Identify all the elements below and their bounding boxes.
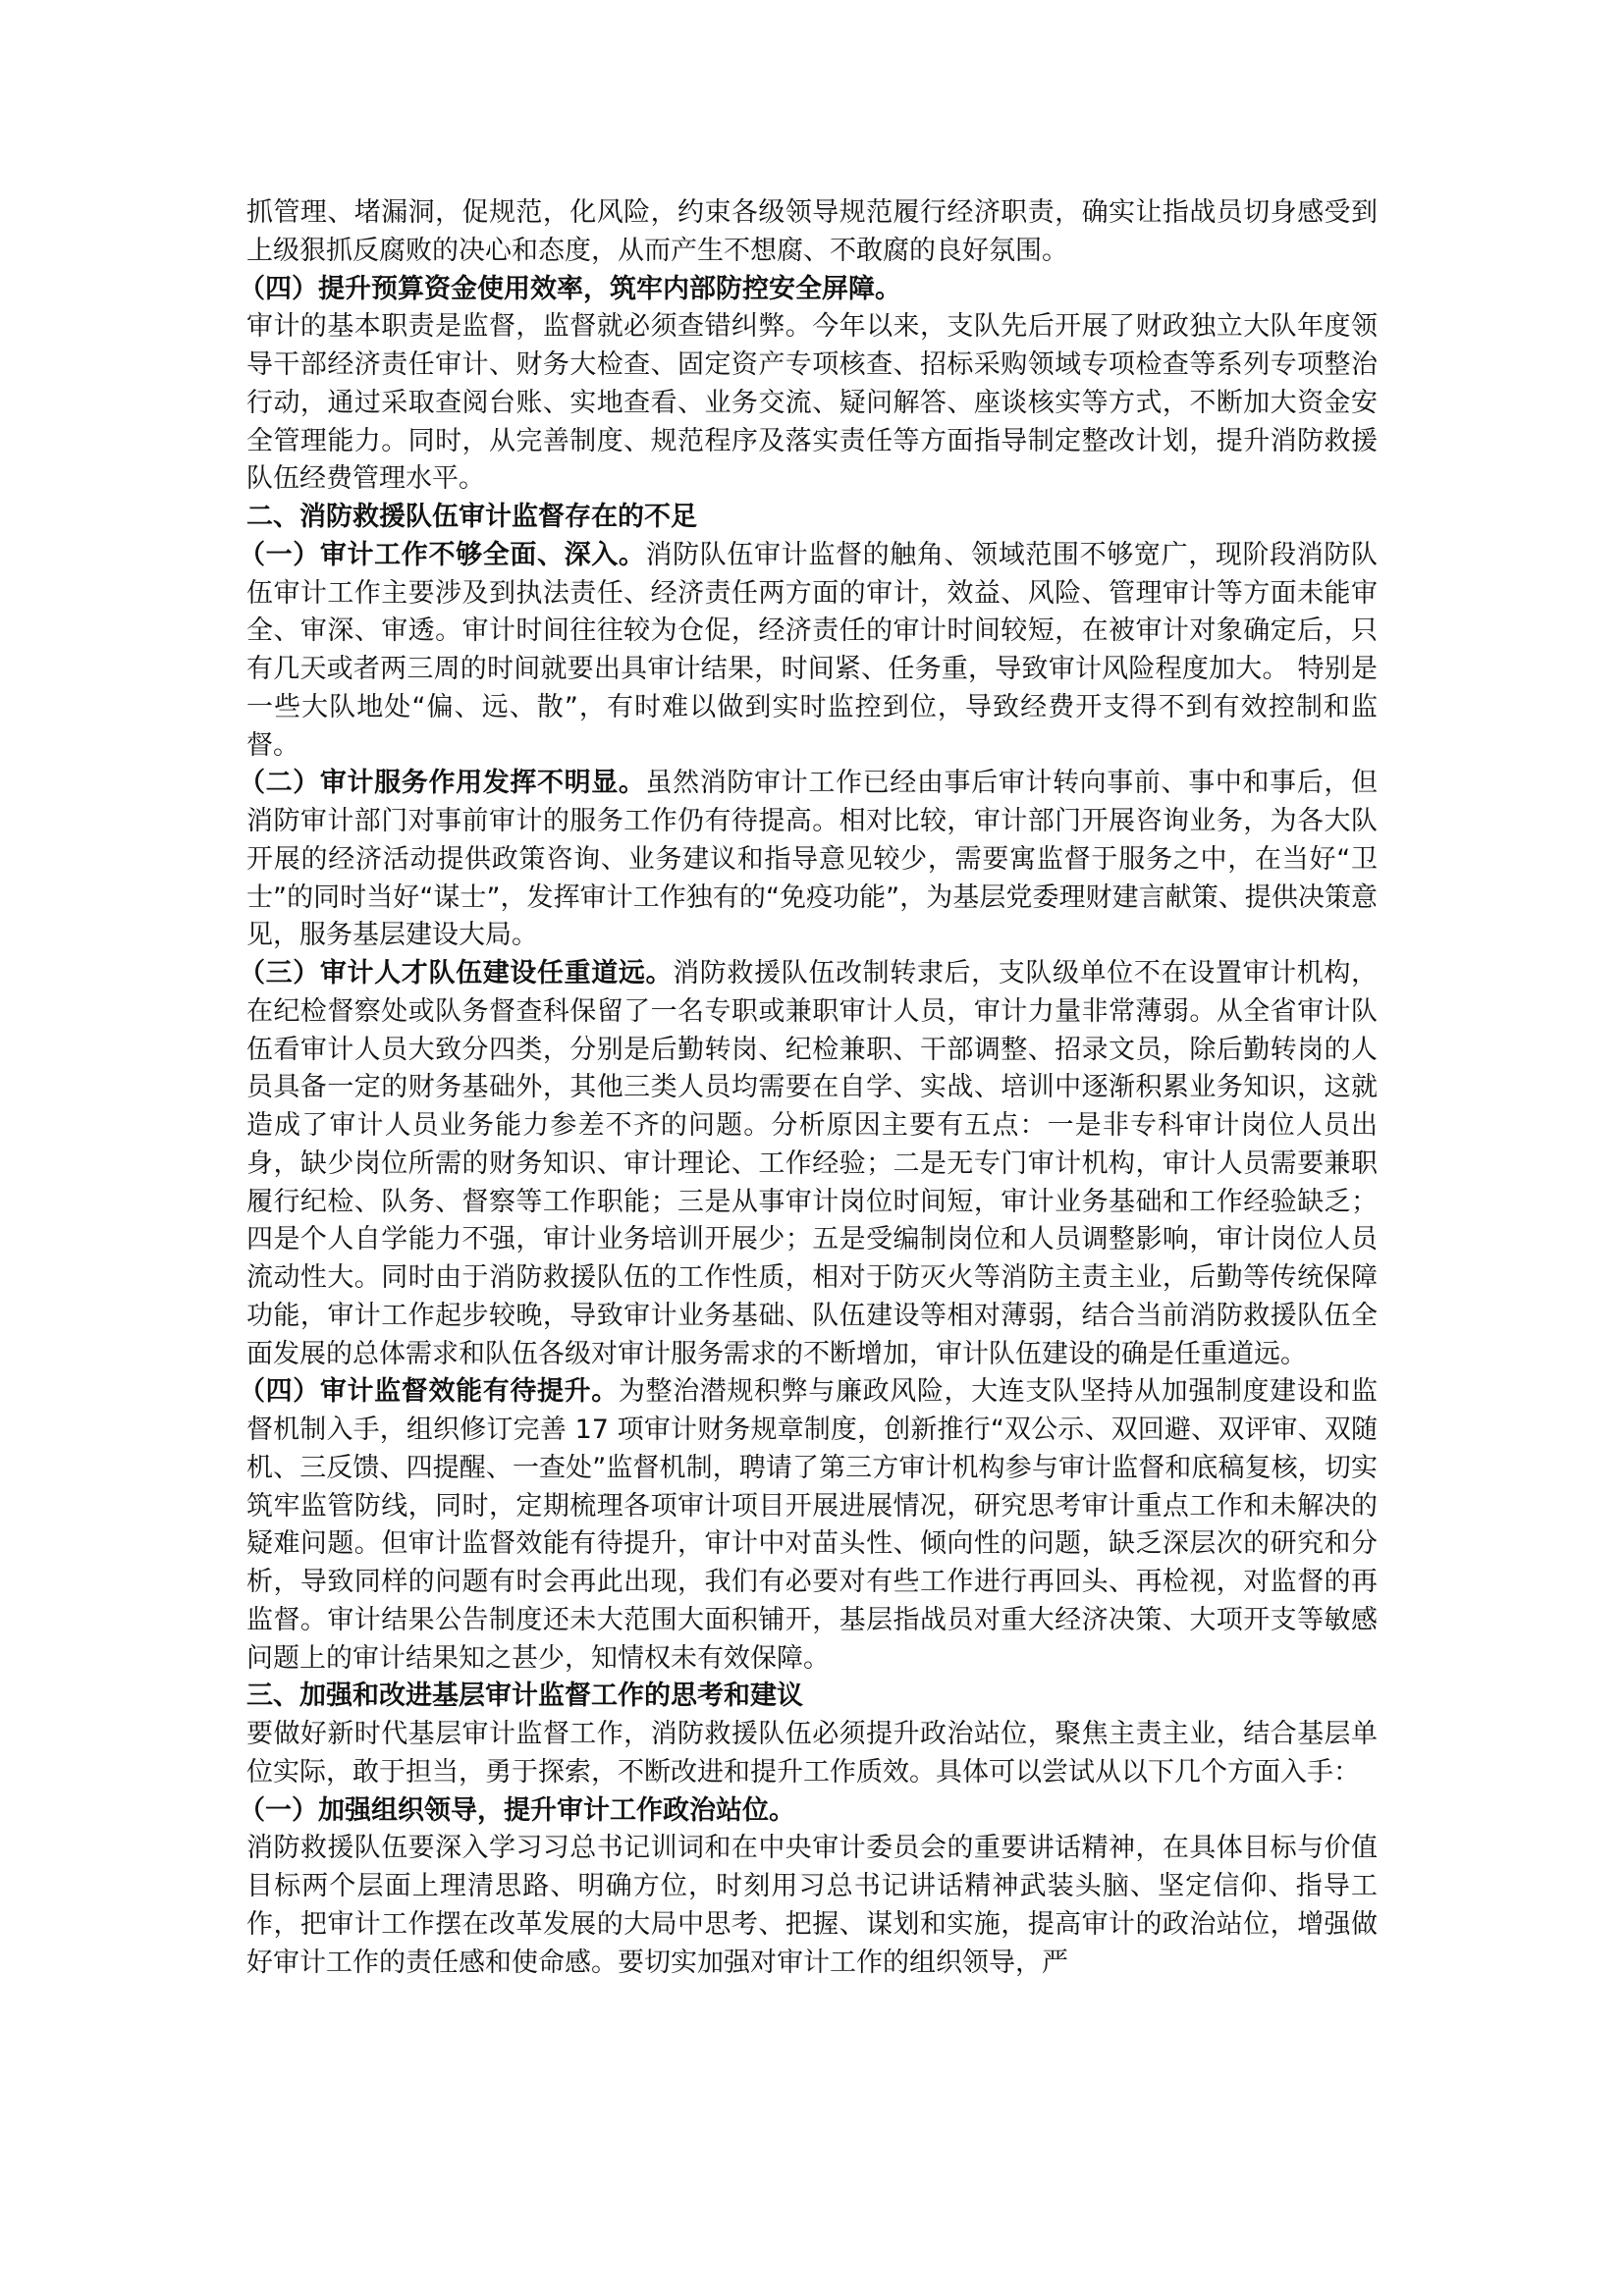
paragraph-text: 虽然消防审计工作已经由事后审计转向事前、事中和事后，但消防审计部门对事前审计的服务工作仍有待提高。相对比较，审计部门开展咨询业务，为各大队开展的经济活动提供政策咨询、业务建议和指导意见较少，需要寓监督于服务之中，在当好“卫士”的同时当好“谋士”，发挥审计工作独有的“免疫功能”，为基层党委理财建言献策、提供决策意见，服务基层建设大局。 bbox=[246, 768, 1379, 951]
section-heading bbox=[246, 499, 1378, 537]
paragraph bbox=[246, 194, 1378, 271]
section-heading bbox=[246, 1678, 1378, 1716]
paragraph-lead: （四）审计监督效能有待提升。 bbox=[239, 1376, 619, 1408]
heading-text: （一）加强组织领导，提升审计工作政治站位。 bbox=[239, 1794, 795, 1826]
paragraph bbox=[239, 537, 1379, 766]
paragraph-text: 消防救援队伍要深入学习习总书记训词和在中央审计委员会的重要讲话精神，在具体目标与价值目标两个层面上理清思路、明确方位，时刻用习总书记讲话精神武装头脑、坚定信仰、指导工作，把审计工作摆在改革发展的大局中思考、把握、谋划和实施，提高审计的政治站位，增强做好审计工作的责任感和使命感。要切实加强对审计工作的组织领导，严 bbox=[246, 1833, 1378, 1978]
heading-text: （四）提升预算资金使用效率，筑牢内部防控安全屏障。 bbox=[239, 273, 901, 304]
subsection-heading bbox=[239, 1792, 1378, 1831]
paragraph-text: 抓管理、堵漏洞，促规范，化风险，约束各级领导规范履行经济职责，确实让指战员切身感受到上级狠抓反腐败的决心和态度，从而产生不想腐、不敢腐的良好氛围。 bbox=[246, 197, 1378, 266]
paragraph bbox=[246, 308, 1378, 499]
paragraph-lead: （二）审计服务作用发挥不明显。 bbox=[239, 768, 646, 799]
paragraph-text: 消防救援队伍改制转隶后，支队级单位不在设置审计机构，在纪检督察处或队务督查科保留了一名专职或兼职审计人员，审计力量非常薄弱。从全省审计队伍看审计人员大致分四类，分别是后勤转岗、纪检兼职、干部调整、招录文员，除后勤转岗的人员具备一定的财务基础外，其他三类人员均需要在自学、实战、培训中逐渐积累业务知识，这就造成了审计人员业务能力参差不齐的问题。分析原因主要有五点：一是非专科审计岗位人员出身，缺少岗位所需的财务知识、审计理论、工作经验；二是无专门审计机构，审计人员需要兼职履行纪检、队务、督察等工作职能；三是从事审计岗位时间短，审计业务基础和工作经验缺乏；四是个人自学能力不强，审计业务培训开展少；五是受编制岗位和人员调整影响，审计岗位人员流动性大。同时由于消防救援队伍的工作性质，相对于防灭火等消防主责主业，后勤等传统保障功能，审计工作起步较晚，导致审计业务基础、队伍建设等相对薄弱，结合当前消防救援队伍全面发展的总体需求和队伍各级对审计服务需求的不断增加，审计队伍建设的确是任重道远。 bbox=[246, 958, 1379, 1369]
paragraph-text: 审计的基本职责是监督，监督就必须查错纠弊。今年以来，支队先后开展了财政独立大队年度领导干部经济责任审计、财务大检查、固定资产专项核查、招标采购领域专项检查等系列专项整治行动，通过采取查阅台账、实地查看、业务交流、疑问解答、座谈核实等方式，不断加大资金安全管理能力。同时，从完善制度、规范程序及落实责任等方面指导制定整改计划，提升消防救援队伍经费管理水平。 bbox=[246, 311, 1378, 495]
paragraph bbox=[246, 1716, 1378, 1792]
paragraph-text: 消防队伍审计监督的触角、领域范围不够宽广，现阶段消防队伍审计工作主要涉及到执法责任、经济责任两方面的审计，效益、风险、管理审计等方面未能审全、审深、审透。审计时间往往较为仓促，经济责任的审计时间较短，在被审计对象确定后，只有几天或者两三周的时间就要出具审计结果，时间紧、任务重，导致审计风险程度加大。 特别是一些大队地处“偏、远、散”，有时难以做到实时监控到位，导致经费开支得不到有效控制和监督。 bbox=[246, 539, 1379, 761]
paragraph-lead: （三）审计人才队伍建设任重道远。 bbox=[239, 958, 674, 988]
subsection-heading bbox=[239, 271, 1378, 309]
heading-text: 二、消防救援队伍审计监督存在的不足 bbox=[246, 502, 697, 532]
paragraph bbox=[246, 1830, 1378, 1982]
paragraph-lead: （一）审计工作不够全面、深入。 bbox=[239, 539, 646, 570]
paragraph bbox=[239, 765, 1379, 955]
paragraph-text: 为整治潜规积弊与廉政风险，大连支队坚持从加强制度建设和监督机制入手，组织修订完善 17 项审计财务规章制度，创新推行“双公示、双回避、双评审、双随机、三反馈、四提醒、一查处”监督机制，聘请了第三方审计机构参与审计监督和底稿复核，切实筑牢监管防线，同时，定期梳理各项审计项目开展进展情况，研究思考审计重点工作和未解决的疑难问题。但审计监督效能有待提升，审计中对苗头性、倾向性的问题，缺乏深层次的研究和分析，导致同样的问题有时会再此出现，我们有必要对有些工作进行再回头、再检视，对监督的再监督。审计结果公告制度还未大范围大面积铺开，基层指战员对重大经济决策、大项开支等敏感问题上的审计结果知之甚少，知情权未有效保障。 bbox=[246, 1376, 1379, 1674]
heading-text: 三、加强和改进基层审计监督工作的思考和建议 bbox=[246, 1681, 803, 1712]
paragraph-text: 要做好新时代基层审计监督工作，消防救援队伍必须提升政治站位，聚焦主责主业，结合基层单位实际，敢于担当，勇于探索，不断改进和提升工作质效。具体可以尝试从以下几个方面入手： bbox=[246, 1719, 1378, 1788]
document-body bbox=[239, 194, 1379, 1982]
paragraph bbox=[239, 955, 1379, 1373]
paragraph bbox=[239, 1373, 1379, 1678]
